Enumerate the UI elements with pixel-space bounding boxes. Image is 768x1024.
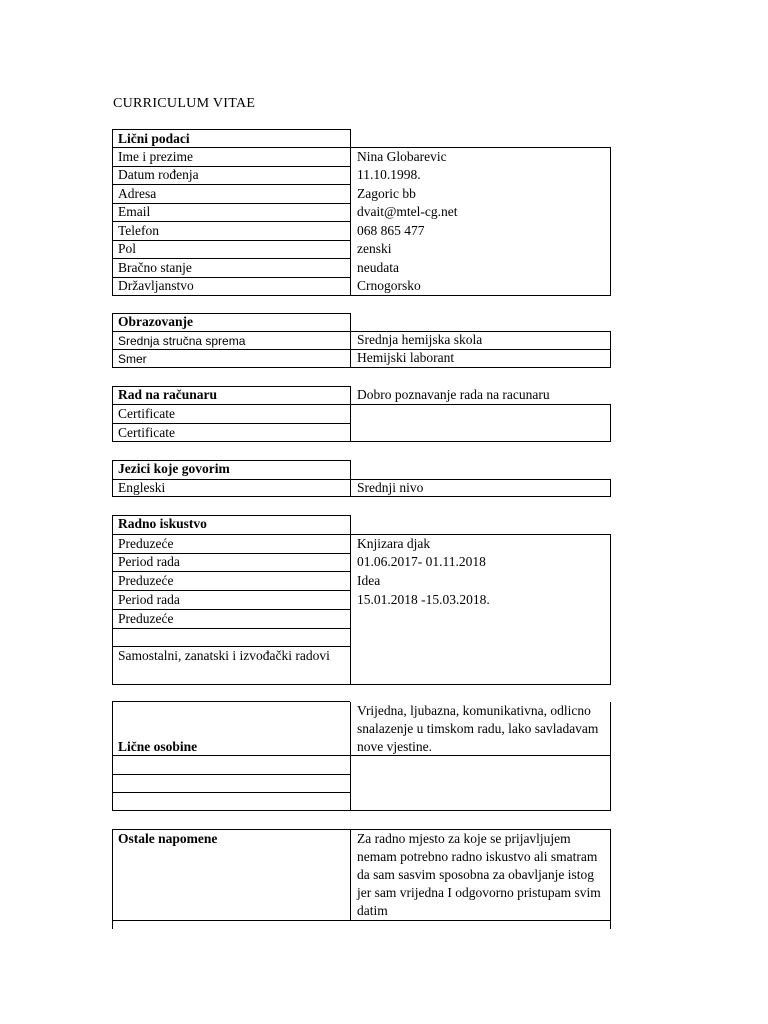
section-heading: Jezici koje govorim [118,461,230,476]
field-value: zenski [357,241,392,256]
field-value: Knjizara djak [357,536,431,551]
field-value: Nina Globarevic [357,149,447,164]
field-label: Period rada [118,592,180,607]
field-label: Certificate [118,425,175,440]
field-value: 11.10.1998. [357,167,421,182]
field-value: neudata [357,260,399,275]
section-heading: Radno iskustvo [118,516,207,531]
field-label: Datum rođenja [118,167,199,182]
field-label: Pol [118,241,137,256]
field-label: Bračno stanje [118,260,192,275]
page-title: CURRICULUM VITAE [113,96,256,111]
field-label: Preduzeće [118,536,174,551]
field-value: Za radno mjesto za koje se prijavljujem nemam potrebno radno iskustvo ali smatram da sam sasvim sposobna za obavljanje istog jer sam vrijedna I odgovorno pristupam svim datim [357,831,601,918]
field-label: Samostalni, zanatski i izvođački radovi [118,648,330,663]
field-value: Idea [357,573,381,588]
field-value: Vrijedna, ljubazna, komunikativna, odlicno snalazenje u timskom radu, lako savladavam nove vjestine. [357,703,599,754]
field-value: 15.01.2018 -15.03.2018. [357,592,490,607]
field-label: Preduzeće [118,573,174,588]
field-value: Hemijski laborant [357,350,455,365]
field-value: 01.06.2017- 01.11.2018 [357,554,486,569]
field-value: Srednja hemijska skola [357,332,483,347]
section-heading: Lične osobine [118,739,198,754]
field-label: Email [118,204,151,219]
field-value: 068 865 477 [357,223,425,238]
field-label: Srednja stručna sprema [118,334,246,348]
field-label: Engleski [118,480,166,495]
section-heading: Ostale napomene [118,831,218,846]
field-value: Srednji nivo [357,480,424,495]
field-value: dvait@mtel-cg.net [357,204,458,219]
field-label: Ime i prezime [118,149,193,164]
field-label: Adresa [118,186,157,201]
section-heading: Obrazovanje [118,314,193,329]
field-label: Preduzeće [118,611,174,626]
field-label: Period rada [118,554,180,569]
section-heading: Lični podaci [118,131,190,146]
field-value: Zagoric bb [357,186,416,201]
section-heading: Rad na računaru [118,387,218,402]
field-value: Dobro poznavanje rada na racunaru [357,387,550,402]
field-label: Smer [118,352,147,366]
field-label: Državljanstvo [118,278,194,293]
field-label: Telefon [118,223,160,238]
field-label: Certificate [118,406,175,421]
field-value: Crnogorsko [357,278,421,293]
